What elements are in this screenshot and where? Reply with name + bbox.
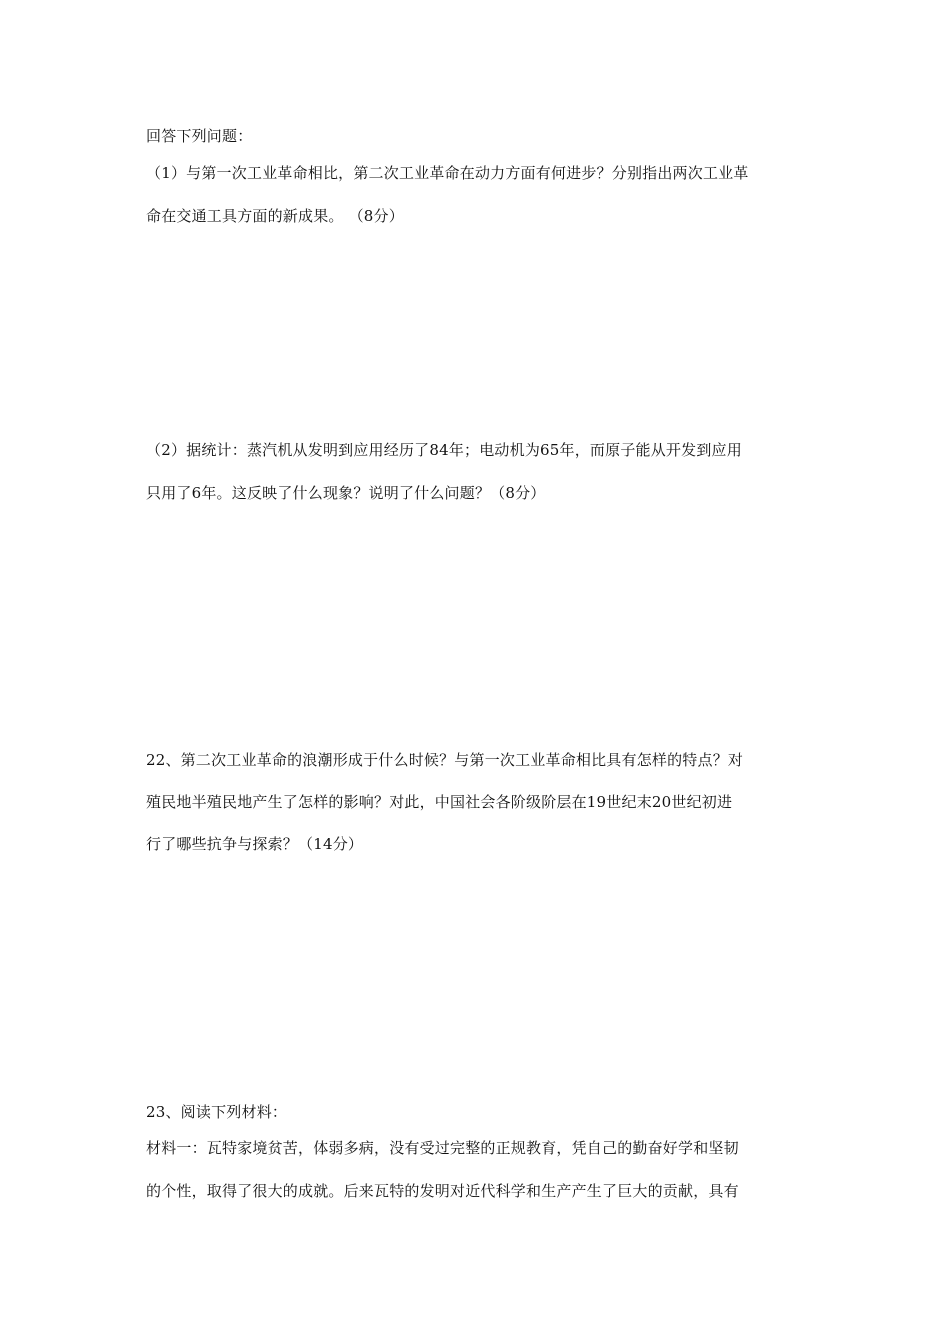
- q21-part1-question-line2: 命在交通工具方面的新成果。 （8分）: [146, 207, 404, 225]
- q22-question-line2: 殖民地半殖民地产生了怎样的影响？对此，中国社会各阶级阶层在19世纪末20世纪初进: [146, 793, 733, 811]
- q21-part1-question-line1: （1）与第一次工业革命相比，第二次工业革命在动力方面有何进步？分别指出两次工业革: [146, 164, 749, 182]
- q21-part2-question-line2: 只用了6年。这反映了什么现象？说明了什么问题？（8分）: [146, 484, 546, 502]
- q21-part2-question-line1: （2）据统计：蒸汽机从发明到应用经历了84年；电动机为65年，而原子能从开发到应用: [146, 441, 742, 459]
- q23-material1-line2: 的个性，取得了很大的成就。后来瓦特的发明对近代科学和生产产生了巨大的贡献，具有: [146, 1182, 739, 1200]
- q23-material1-line1: 材料一：瓦特家境贫苦，体弱多病，没有受过完整的正规教育，凭自己的勤奋好学和坚韧: [146, 1139, 739, 1157]
- q23-title: 23、阅读下列材料：: [146, 1103, 288, 1121]
- q22-question-line3: 行了哪些抗争与探索？（14分）: [146, 835, 364, 853]
- q21-lead-text: 回答下列问题：: [146, 127, 253, 145]
- q22-question-line1: 22、第二次工业革命的浪潮形成于什么时候？与第一次工业革命相比具有怎样的特点？对: [146, 751, 744, 769]
